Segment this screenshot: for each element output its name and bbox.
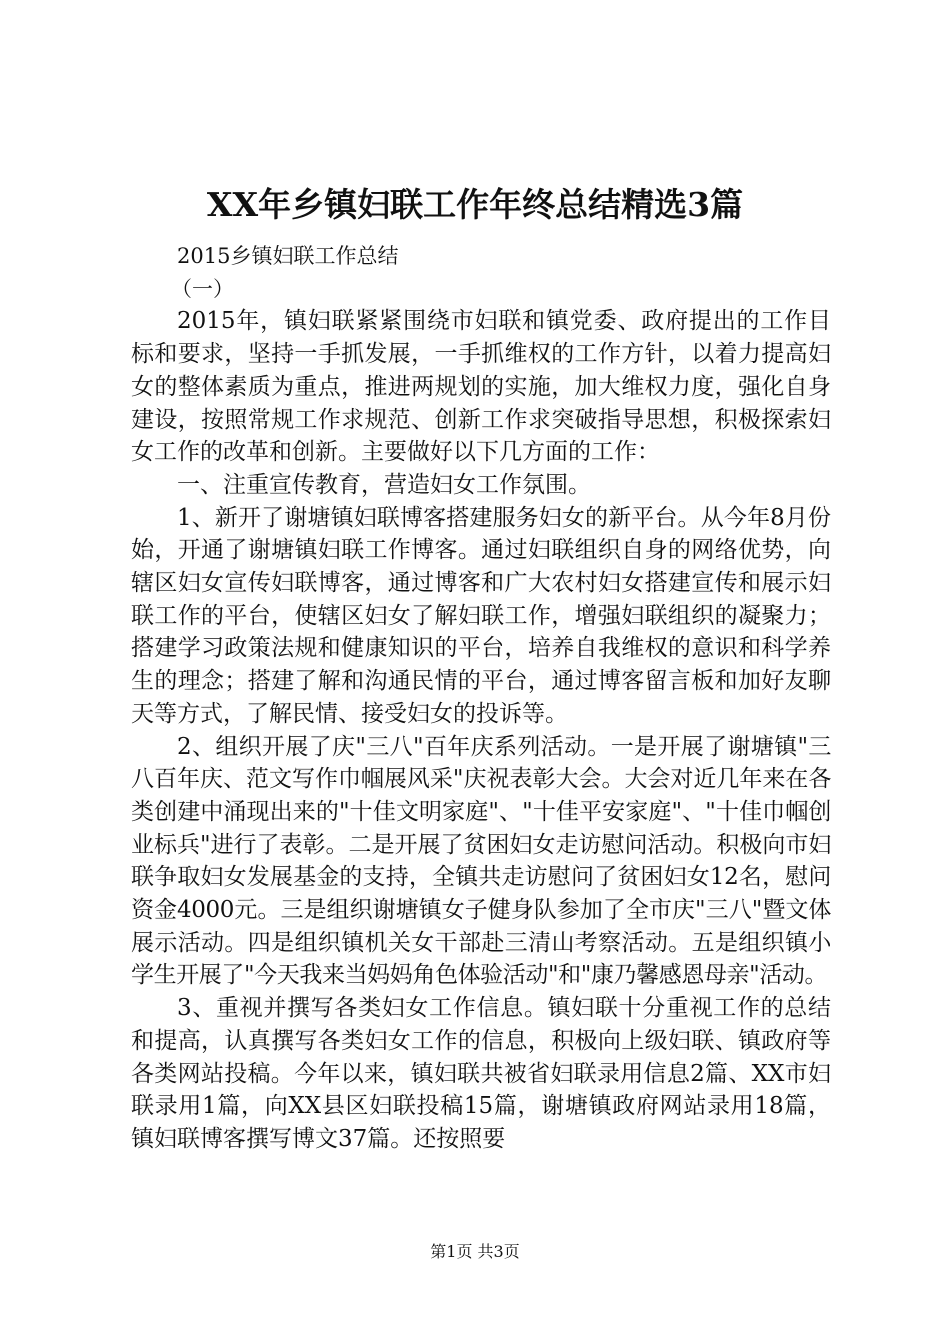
paragraph-item-3: 3、重视并撰写各类妇女工作信息。镇妇联十分重视工作的总结和提高，认真撰写各类妇女工作的信息，积极向上级妇联、镇政府等各类网站投稿。今年以来，镇妇联共被省妇联录用信息2篇、XX市妇联录用1篇，向XX县区妇联投稿15篇，谢塘镇政府网站录用18篇，镇妇联博客撰写博文37篇。还按照要 [131,995,831,1152]
paragraph-heading-1: 一、注重宣传教育，营造妇女工作氛围。 [177,471,591,498]
paragraph-item-2: 2、组织开展了庆"三八"百年庆系列活动。一是开展了谢塘镇"三八百年庆、范文写作巾帼展风采"庆祝表彰大会。大会对近几年来在各类创建中涌现出来的"十佳文明家庭"、"十佳平安家庭"、"十佳巾帼创业标兵"进行了表彰。二是开展了贫困妇女走访慰问活动。积极向市妇联争取妇女发展基金的支持，全镇共走访慰问了贫困妇女12名，慰问资金4000元。三是组织谢塘镇女子健身队参加了全市庆"三八"暨文体展示活动。四是组织镇机关女干部赴三清山考察活动。五是组织镇小学生开展了"今天我来当妈妈角色体验活动"和"康乃馨感恩母亲"活动。 [131,733,831,989]
document-body [131,240,831,1156]
subtitle: 2015乡镇妇联工作总结 [177,244,399,268]
section-marker: （一） [171,276,234,301]
page-footer: 第1页 共3页 [430,1242,520,1261]
document-title: XX年乡镇妇联工作年终总结精选3篇 [206,185,744,224]
paragraph-item-1: 1、新开了谢塘镇妇联博客搭建服务妇女的新平台。从今年8月份始，开通了谢塘镇妇联工作博客。通过妇联组织自身的网络优势，向辖区妇女宣传妇联博客，通过博客和广大农村妇女搭建宣传和展示妇联工作的平台，使辖区妇女了解妇联工作，增强妇联组织的凝聚力；搭建学习政策法规和健康知识的平台，培养自我维权的意识和科学养生的理念；搭建了解和沟通民情的平台，通过博客留言板和加好友聊天等方式，了解民情、接受妇女的投诉等。 [131,504,831,727]
paragraph-intro: 2015年，镇妇联紧紧围绕市妇联和镇党委、政府提出的工作目标和要求，坚持一手抓发展，一手抓维权的工作方针，以着力提高妇女的整体素质为重点，推进两规划的实施，加大维权力度，强化自身建设，按照常规工作求规范、创新工作求突破指导思想，积极探索妇女工作的改革和创新。主要做好以下几方面的工作： [131,308,831,466]
